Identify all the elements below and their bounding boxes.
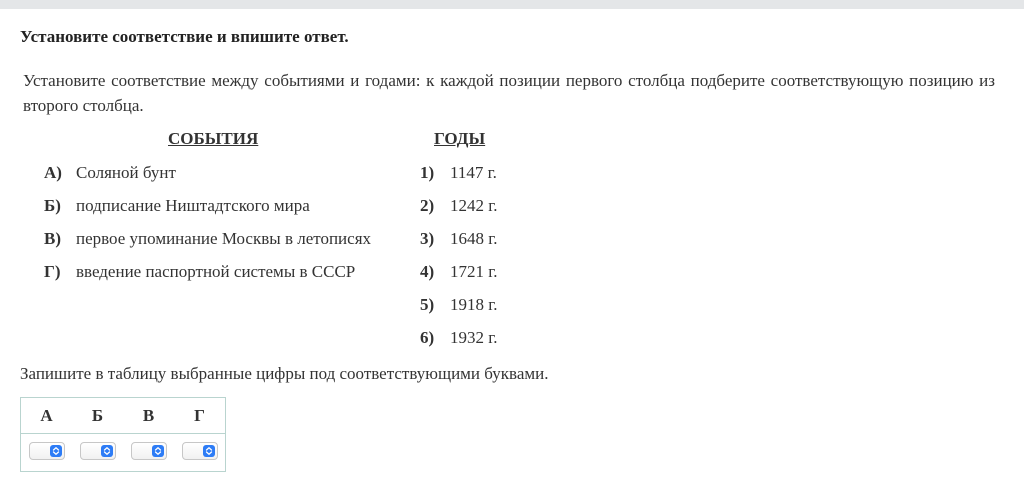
year-row-5 bbox=[0, 294, 520, 316]
task-header: Установите соответствие и впишите ответ. bbox=[20, 27, 349, 46]
event-text: Соляной бунт bbox=[76, 163, 176, 182]
event-letter: Б) bbox=[44, 196, 61, 215]
answer-header-row bbox=[21, 398, 226, 434]
year-row-4 bbox=[0, 261, 520, 283]
event-text: подписание Ништадтского мира bbox=[76, 196, 310, 215]
chevron-up-down-icon bbox=[101, 445, 113, 457]
task-instruction: Установите соответствие между событиями и годами: к каждой позиции первого столбца подберите соответствующую позицию из второго столбца. bbox=[23, 71, 995, 115]
years-heading: ГОДЫ bbox=[434, 129, 486, 148]
chevron-up-down-icon bbox=[152, 445, 164, 457]
answer-select-g[interactable] bbox=[182, 442, 218, 460]
year-text: 1932 г. bbox=[450, 328, 498, 347]
answer-column-g: Г bbox=[174, 398, 226, 434]
answer-column-a: А bbox=[21, 398, 73, 434]
year-text: 1918 г. bbox=[450, 295, 498, 314]
answer-select-b[interactable] bbox=[80, 442, 116, 460]
answer-cell-v bbox=[123, 434, 174, 472]
year-row-1 bbox=[0, 162, 520, 184]
answer-select-row bbox=[21, 434, 226, 472]
year-row-6 bbox=[0, 327, 520, 349]
year-number: 6) bbox=[420, 328, 435, 347]
year-number: 4) bbox=[420, 262, 435, 281]
events-heading: СОБЫТИЯ bbox=[168, 129, 259, 148]
event-letter: Г) bbox=[44, 262, 61, 281]
year-text: 1147 г. bbox=[450, 163, 497, 182]
event-letter: А) bbox=[44, 163, 62, 182]
answer-select-v[interactable] bbox=[131, 442, 167, 460]
event-text: первое упоминание Москвы в летописях bbox=[76, 229, 372, 248]
year-text: 1242 г. bbox=[450, 196, 498, 215]
top-bar bbox=[0, 0, 1024, 9]
event-text: введение паспортной системы в СССР bbox=[76, 262, 356, 281]
answer-cell-g bbox=[174, 434, 226, 472]
answer-instruction: Запишите в таблицу выбранные цифры под соответствующими буквами. bbox=[20, 364, 549, 383]
answer-select-a[interactable] bbox=[29, 442, 65, 460]
year-row-3 bbox=[0, 228, 520, 250]
answer-table bbox=[20, 397, 226, 472]
year-text: 1648 г. bbox=[450, 229, 498, 248]
year-text: 1721 г. bbox=[450, 262, 498, 281]
year-number: 2) bbox=[420, 196, 435, 215]
answer-cell-a bbox=[21, 434, 73, 472]
year-number: 5) bbox=[420, 295, 435, 314]
chevron-up-down-icon bbox=[203, 445, 215, 457]
answer-column-v: В bbox=[123, 398, 174, 434]
answer-cell-b bbox=[72, 434, 123, 472]
answer-column-b: Б bbox=[72, 398, 123, 434]
chevron-up-down-icon bbox=[50, 445, 62, 457]
year-number: 3) bbox=[420, 229, 435, 248]
year-row-2 bbox=[0, 195, 520, 217]
year-number: 1) bbox=[420, 163, 435, 182]
event-letter: В) bbox=[44, 229, 61, 248]
